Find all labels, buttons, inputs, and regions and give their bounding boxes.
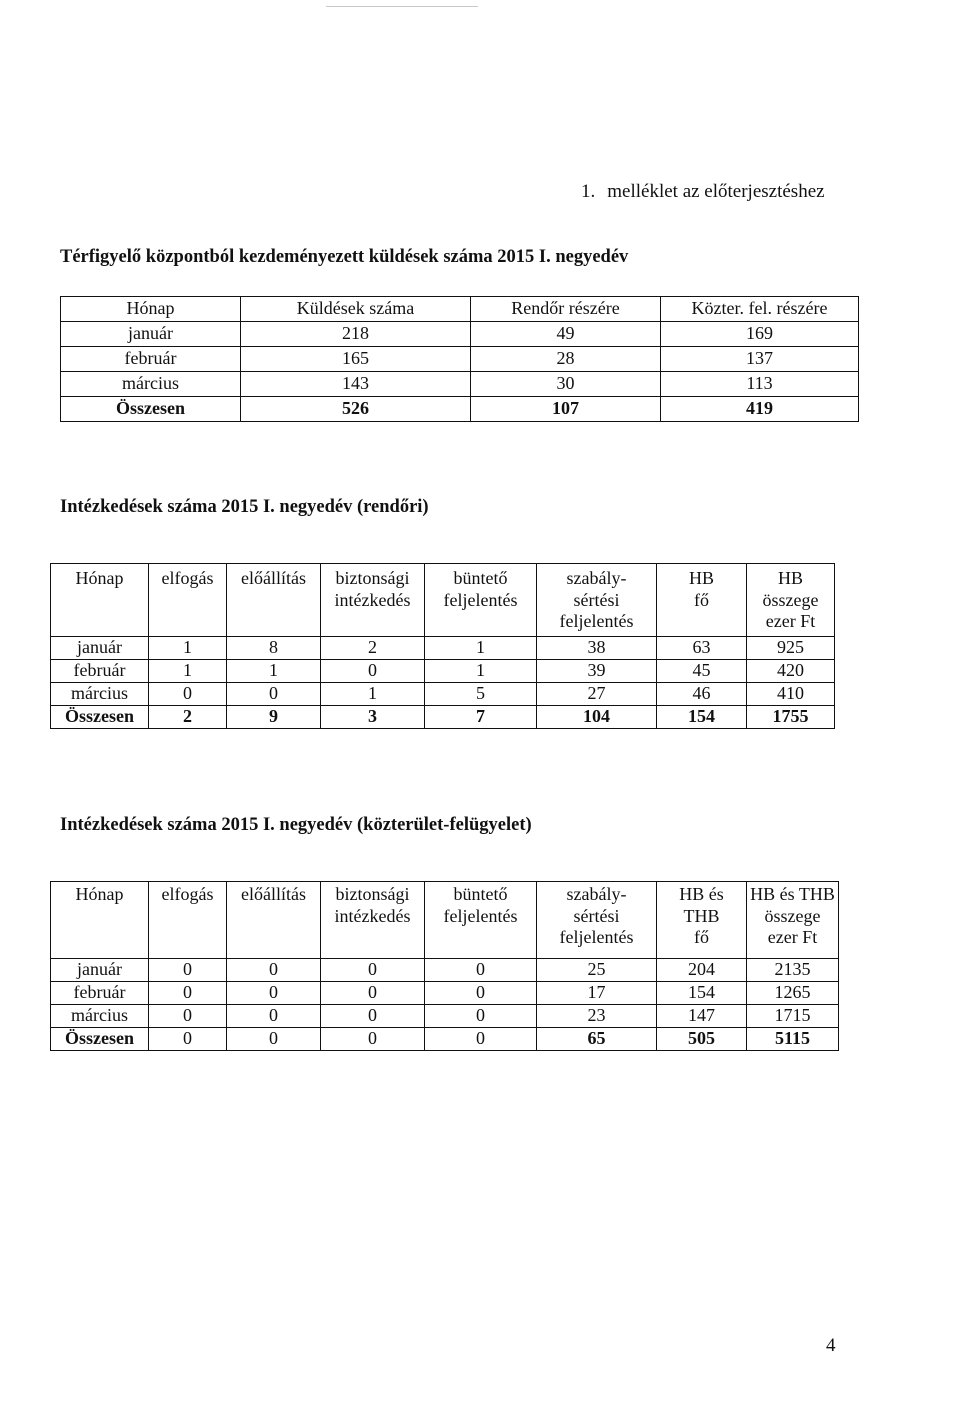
header-cell: Hónap xyxy=(61,297,241,322)
table-cell: 23 xyxy=(537,1005,657,1028)
annex-text: melléklet az előterjesztéshez xyxy=(607,181,825,202)
table-cell: 0 xyxy=(149,1005,227,1028)
table-cell: 39 xyxy=(537,660,657,683)
month-cell: március xyxy=(51,683,149,706)
total-cell: 154 xyxy=(657,706,747,729)
table-cell: 63 xyxy=(657,637,747,660)
table-cell: 25 xyxy=(537,959,657,982)
header-text: feljelentés xyxy=(559,611,634,632)
header-text: előállítás xyxy=(241,568,306,588)
annex-label xyxy=(581,181,825,203)
header-cell xyxy=(747,564,835,637)
header-cell: Közter. fel. részére xyxy=(661,297,859,322)
table-cell: 5 xyxy=(425,683,537,706)
table-cell: 28 xyxy=(471,347,661,372)
table-cell: 0 xyxy=(321,959,425,982)
total-cell: 526 xyxy=(241,397,471,422)
header-cell xyxy=(51,882,149,959)
table-cell: 113 xyxy=(661,372,859,397)
table-cell: 218 xyxy=(241,322,471,347)
table-cell: 1 xyxy=(227,660,321,683)
total-cell: 5115 xyxy=(747,1028,839,1051)
header-text: szabály- xyxy=(566,568,627,588)
annex-number: 1. xyxy=(581,181,596,202)
total-cell: 505 xyxy=(657,1028,747,1051)
total-row xyxy=(51,706,835,729)
table-row xyxy=(61,347,859,372)
total-label: Összesen xyxy=(51,706,149,729)
header-cell xyxy=(537,882,657,959)
table-header-row xyxy=(51,564,835,637)
total-row xyxy=(51,1028,839,1051)
header-cell: Rendőr részére xyxy=(471,297,661,322)
total-cell: 0 xyxy=(321,1028,425,1051)
table-cell: 45 xyxy=(657,660,747,683)
table-cell: 154 xyxy=(657,982,747,1005)
header-text: Hónap xyxy=(75,568,124,588)
header-text: előállítás xyxy=(241,884,306,904)
header-cell xyxy=(149,564,227,637)
header-text: Hónap xyxy=(75,884,124,904)
header-cell xyxy=(227,564,321,637)
table-row xyxy=(51,959,839,982)
month-cell: február xyxy=(61,347,241,372)
table-row xyxy=(61,372,859,397)
total-cell: 0 xyxy=(425,1028,537,1051)
table-cell: 0 xyxy=(321,1005,425,1028)
table-cell: 49 xyxy=(471,322,661,347)
header-text: biztonsági xyxy=(335,884,410,904)
header-cell xyxy=(321,564,425,637)
table-cell: 8 xyxy=(227,637,321,660)
header-text: HB és THB xyxy=(750,884,835,904)
table-cell: 0 xyxy=(425,982,537,1005)
top-rule xyxy=(326,6,478,7)
table-cell: 0 xyxy=(149,982,227,1005)
month-cell: január xyxy=(51,637,149,660)
header-text: HB xyxy=(688,568,714,588)
table-cell: 165 xyxy=(241,347,471,372)
header-cell xyxy=(321,882,425,959)
table-cell: 0 xyxy=(321,982,425,1005)
section3-title: Intézkedések száma 2015 I. negyedév (közterület-felügyelet) xyxy=(60,815,532,835)
table-cell: 0 xyxy=(425,1005,537,1028)
header-text: összege xyxy=(764,905,821,926)
header-text: ezer Ft xyxy=(767,927,818,948)
table-cell: 0 xyxy=(425,959,537,982)
table-header-row xyxy=(51,882,839,959)
header-text: büntető xyxy=(453,568,508,588)
header-cell xyxy=(537,564,657,637)
header-text: szabály- xyxy=(566,884,627,904)
page-number: 4 xyxy=(826,1335,836,1356)
header-text: elfogás xyxy=(161,568,214,588)
header-text: elfogás xyxy=(161,884,214,904)
table-cell: 1 xyxy=(149,660,227,683)
table-cell: 0 xyxy=(149,959,227,982)
header-text: sértési xyxy=(573,589,620,610)
total-cell: 104 xyxy=(537,706,657,729)
table-cell: 2 xyxy=(321,637,425,660)
month-cell: március xyxy=(61,372,241,397)
header-text: fő xyxy=(694,927,709,948)
total-cell: 0 xyxy=(149,1028,227,1051)
table-cell: 1 xyxy=(321,683,425,706)
total-label: Összesen xyxy=(51,1028,149,1051)
table-row xyxy=(51,683,835,706)
table-row xyxy=(51,982,839,1005)
table-cell: 1715 xyxy=(747,1005,839,1028)
header-text: biztonsági xyxy=(335,568,410,588)
header-text: intézkedés xyxy=(334,905,411,926)
header-text: összege xyxy=(762,589,819,610)
table-header-row xyxy=(61,297,859,322)
table-row xyxy=(61,322,859,347)
dispatch-table xyxy=(60,296,859,422)
total-cell: 0 xyxy=(227,1028,321,1051)
table-cell: 1 xyxy=(425,637,537,660)
table-cell: 46 xyxy=(657,683,747,706)
table-cell: 38 xyxy=(537,637,657,660)
month-cell: február xyxy=(51,660,149,683)
table-cell: 420 xyxy=(747,660,835,683)
header-text: feljelentés xyxy=(443,905,518,926)
header-text: intézkedés xyxy=(334,589,411,610)
table-cell: 0 xyxy=(227,683,321,706)
table-cell: 1265 xyxy=(747,982,839,1005)
table-cell: 0 xyxy=(227,1005,321,1028)
section1-title: Térfigyelő központból kezdeményezett küldések száma 2015 I. negyedév xyxy=(60,247,629,267)
month-cell: január xyxy=(61,322,241,347)
section2-title: Intézkedések száma 2015 I. negyedév (rendőri) xyxy=(60,497,429,517)
header-text: feljelentés xyxy=(443,589,518,610)
table-cell: 30 xyxy=(471,372,661,397)
header-text: ezer Ft xyxy=(765,611,816,632)
total-cell: 3 xyxy=(321,706,425,729)
month-cell: február xyxy=(51,982,149,1005)
header-text: büntető xyxy=(453,884,508,904)
table-cell: 0 xyxy=(227,959,321,982)
total-cell: 2 xyxy=(149,706,227,729)
month-cell: március xyxy=(51,1005,149,1028)
header-text: HB xyxy=(777,568,803,588)
table-cell: 0 xyxy=(321,660,425,683)
total-cell: 1755 xyxy=(747,706,835,729)
police-measures-table xyxy=(50,563,835,729)
table-cell: 17 xyxy=(537,982,657,1005)
total-cell: 7 xyxy=(425,706,537,729)
table-cell: 27 xyxy=(537,683,657,706)
table-row xyxy=(51,1005,839,1028)
table-cell: 1 xyxy=(425,660,537,683)
header-text: THB xyxy=(683,905,720,926)
header-cell xyxy=(657,882,747,959)
header-cell xyxy=(51,564,149,637)
table-cell: 410 xyxy=(747,683,835,706)
header-text: HB és xyxy=(679,884,724,904)
header-cell xyxy=(227,882,321,959)
header-text: feljelentés xyxy=(559,927,634,948)
table-cell: 0 xyxy=(149,683,227,706)
table-row xyxy=(51,660,835,683)
header-cell xyxy=(425,564,537,637)
total-cell: 419 xyxy=(661,397,859,422)
header-cell xyxy=(657,564,747,637)
header-text: sértési xyxy=(573,905,620,926)
total-row xyxy=(61,397,859,422)
month-cell: január xyxy=(51,959,149,982)
total-cell: 65 xyxy=(537,1028,657,1051)
table-row xyxy=(51,637,835,660)
table-cell: 1 xyxy=(149,637,227,660)
header-cell xyxy=(149,882,227,959)
table-cell: 143 xyxy=(241,372,471,397)
total-label: Összesen xyxy=(61,397,241,422)
table-cell: 925 xyxy=(747,637,835,660)
table-cell: 137 xyxy=(661,347,859,372)
table-cell: 2135 xyxy=(747,959,839,982)
header-cell xyxy=(425,882,537,959)
public-space-measures-table xyxy=(50,881,839,1051)
table-cell: 169 xyxy=(661,322,859,347)
header-text: fő xyxy=(694,589,709,610)
total-cell: 9 xyxy=(227,706,321,729)
table-cell: 147 xyxy=(657,1005,747,1028)
header-cell: Küldések száma xyxy=(241,297,471,322)
total-cell: 107 xyxy=(471,397,661,422)
header-cell xyxy=(747,882,839,959)
table-cell: 0 xyxy=(227,982,321,1005)
table-cell: 204 xyxy=(657,959,747,982)
